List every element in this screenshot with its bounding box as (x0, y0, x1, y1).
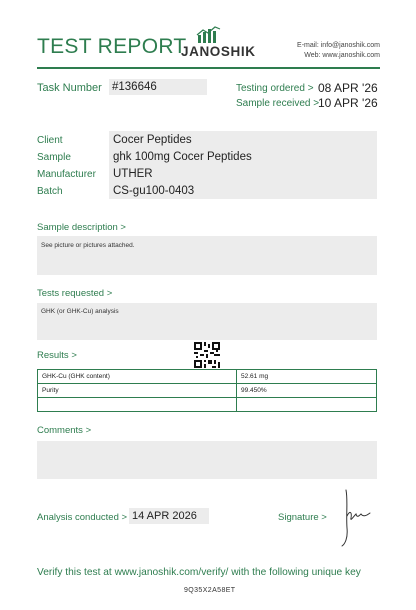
manufacturer-label: Manufacturer (37, 169, 96, 180)
tests-requested-box (37, 303, 377, 340)
sample-description-box (37, 236, 377, 275)
unique-key: 9Q35X2A58ET (184, 587, 236, 594)
analysis-conducted-label: Analysis conducted > (37, 512, 128, 523)
analysis-conducted-box (129, 508, 209, 524)
result-value (237, 398, 377, 412)
sample-description-label: Sample description > (37, 222, 126, 233)
client-label: Client (37, 135, 63, 146)
result-value: 99.450% (237, 384, 377, 398)
sample-received-value: 10 APR '26 (318, 96, 378, 110)
header-divider (37, 67, 380, 69)
results-label: Results > (37, 350, 77, 361)
comments-label: Comments > (37, 425, 92, 436)
tests-requested-label: Tests requested > (37, 288, 113, 299)
result-value: 52.61 mg (237, 370, 377, 384)
table-row (38, 370, 377, 384)
batch-label: Batch (37, 186, 63, 197)
manufacturer-value: UTHER (113, 168, 153, 180)
task-number-value: #136646 (112, 81, 157, 93)
table-row (38, 398, 377, 412)
task-number-label: Task Number (37, 82, 102, 94)
sample-description-text: See picture or pictures attached. (41, 242, 135, 249)
table-row (38, 384, 377, 398)
result-name: Purity (38, 384, 237, 398)
sample-received-label: Sample received > (236, 98, 320, 109)
sample-label: Sample (37, 152, 71, 163)
comments-box (37, 441, 377, 479)
verify-instructions: Verify this test at www.janoshik.com/verify/ with the following unique key (37, 567, 361, 578)
testing-ordered-value: 08 APR '26 (318, 81, 378, 95)
qr-code-icon (194, 342, 220, 368)
signature-icon (334, 486, 374, 550)
results-table (37, 369, 377, 412)
result-name: GHK-Cu (GHK content) (38, 370, 237, 384)
task-number-box (109, 79, 207, 95)
result-name (38, 398, 237, 412)
contact-info (297, 41, 380, 61)
tests-requested-text: GHK (or GHK-Cu) analysis (41, 308, 119, 315)
sample-value: ghk 100mg Cocer Peptides (113, 151, 252, 163)
contact-web: Web: www.janoshik.com (304, 52, 380, 59)
testing-ordered-label: Testing ordered > (236, 83, 314, 94)
contact-email: E-mail: info@janoshik.com (297, 42, 380, 49)
janoshik-logo-icon (196, 26, 222, 44)
client-value: Cocer Peptides (113, 134, 192, 146)
signature-label: Signature > (278, 512, 327, 523)
analysis-conducted-value: 14 APR 2026 (132, 510, 197, 522)
report-title: TEST REPORT (37, 35, 187, 58)
batch-value: CS-gu100-0403 (113, 185, 195, 197)
brand-name: JANOSHIK (181, 44, 256, 59)
